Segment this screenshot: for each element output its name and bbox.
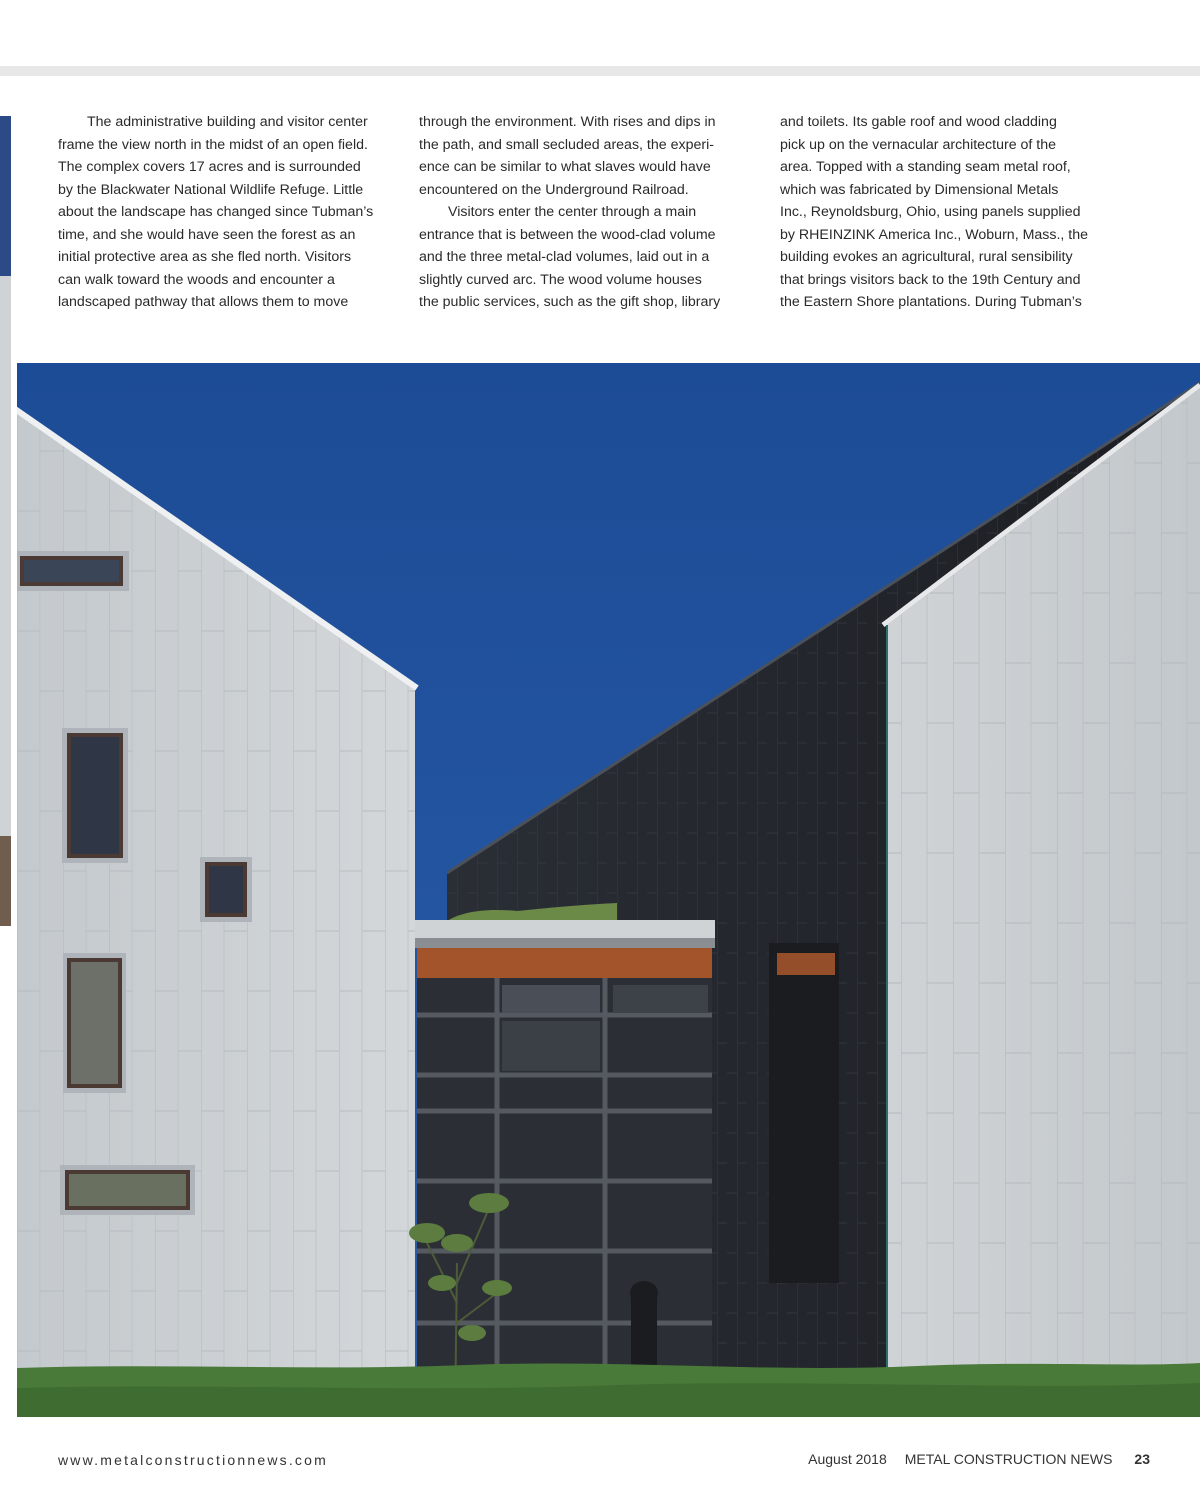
text-column-2 — [419, 111, 759, 314]
text-line: by RHEINZINK America Inc., Woburn, Mass., the — [780, 226, 1089, 243]
text-line: can walk toward the woods and encounter a — [58, 271, 335, 288]
paragraph — [58, 111, 398, 314]
building-photo — [17, 363, 1200, 1417]
text-line: by the Blackwater National Wildlife Refuge. Little — [58, 181, 364, 198]
text-line: pick up on the vernacular architecture of the — [780, 136, 1057, 153]
text-line: which was fabricated by Dimensional Metals — [780, 181, 1059, 198]
text-line: slightly curved arc. The wood volume houses — [419, 271, 702, 288]
text-line: The complex covers 17 acres and is surrounded — [58, 159, 361, 175]
text-line: entrance that is between the wood-clad volume — [419, 226, 716, 243]
footer-date: August 2018 — [808, 1451, 887, 1467]
text-line: area. Topped with a standing seam metal roof, — [780, 159, 1071, 175]
paragraph — [780, 111, 1125, 314]
text-line: Inc., Reynoldsburg, Ohio, using panels supplied — [780, 204, 1081, 220]
text-line: the public services, such as the gift shop, library — [419, 294, 721, 310]
text-line: that brings visitors back to the 19th Century and — [780, 271, 1081, 288]
text-line: about the landscape has changed since Tubman’s — [58, 204, 374, 220]
text-line: ence can be similar to what slaves would have — [419, 159, 711, 175]
top-band — [0, 66, 1200, 76]
footer-issue-info — [808, 1451, 1150, 1467]
text-column-1 — [58, 111, 398, 314]
text-line: and toilets. Its gable roof and wood cladding — [780, 114, 1057, 130]
text-line: landscaped pathway that allows them to move — [58, 294, 349, 310]
previous-page-photo-edge — [0, 116, 11, 926]
text-line: Visitors enter the center through a main — [448, 204, 697, 220]
text-line: The administrative building and visitor center — [87, 114, 368, 130]
text-line: and the three metal-clad volumes, laid out in a — [419, 249, 710, 265]
text-line: encountered on the Underground Railroad. — [419, 181, 689, 198]
text-line: building evokes an agricultural, rural sensibility — [780, 249, 1073, 265]
text-line: the Eastern Shore plantations. During Tubman’s — [780, 294, 1082, 310]
page-number: 23 — [1134, 1451, 1150, 1467]
text-line: time, and she would have seen the forest as an — [58, 226, 356, 243]
paragraph — [419, 201, 759, 314]
footer-url[interactable]: www.metalconstructionnews.com — [58, 1452, 328, 1468]
paragraph — [419, 111, 759, 201]
text-line: initial protective area as she fled north. Visitors — [58, 249, 352, 265]
text-line: through the environment. With rises and dips in — [419, 114, 716, 130]
footer-publication: METAL CONSTRUCTION NEWS — [904, 1451, 1113, 1467]
text-line: frame the view north in the midst of an open field. — [58, 136, 368, 153]
text-column-3 — [780, 111, 1125, 314]
text-line: the path, and small secluded areas, the experi- — [419, 136, 714, 153]
